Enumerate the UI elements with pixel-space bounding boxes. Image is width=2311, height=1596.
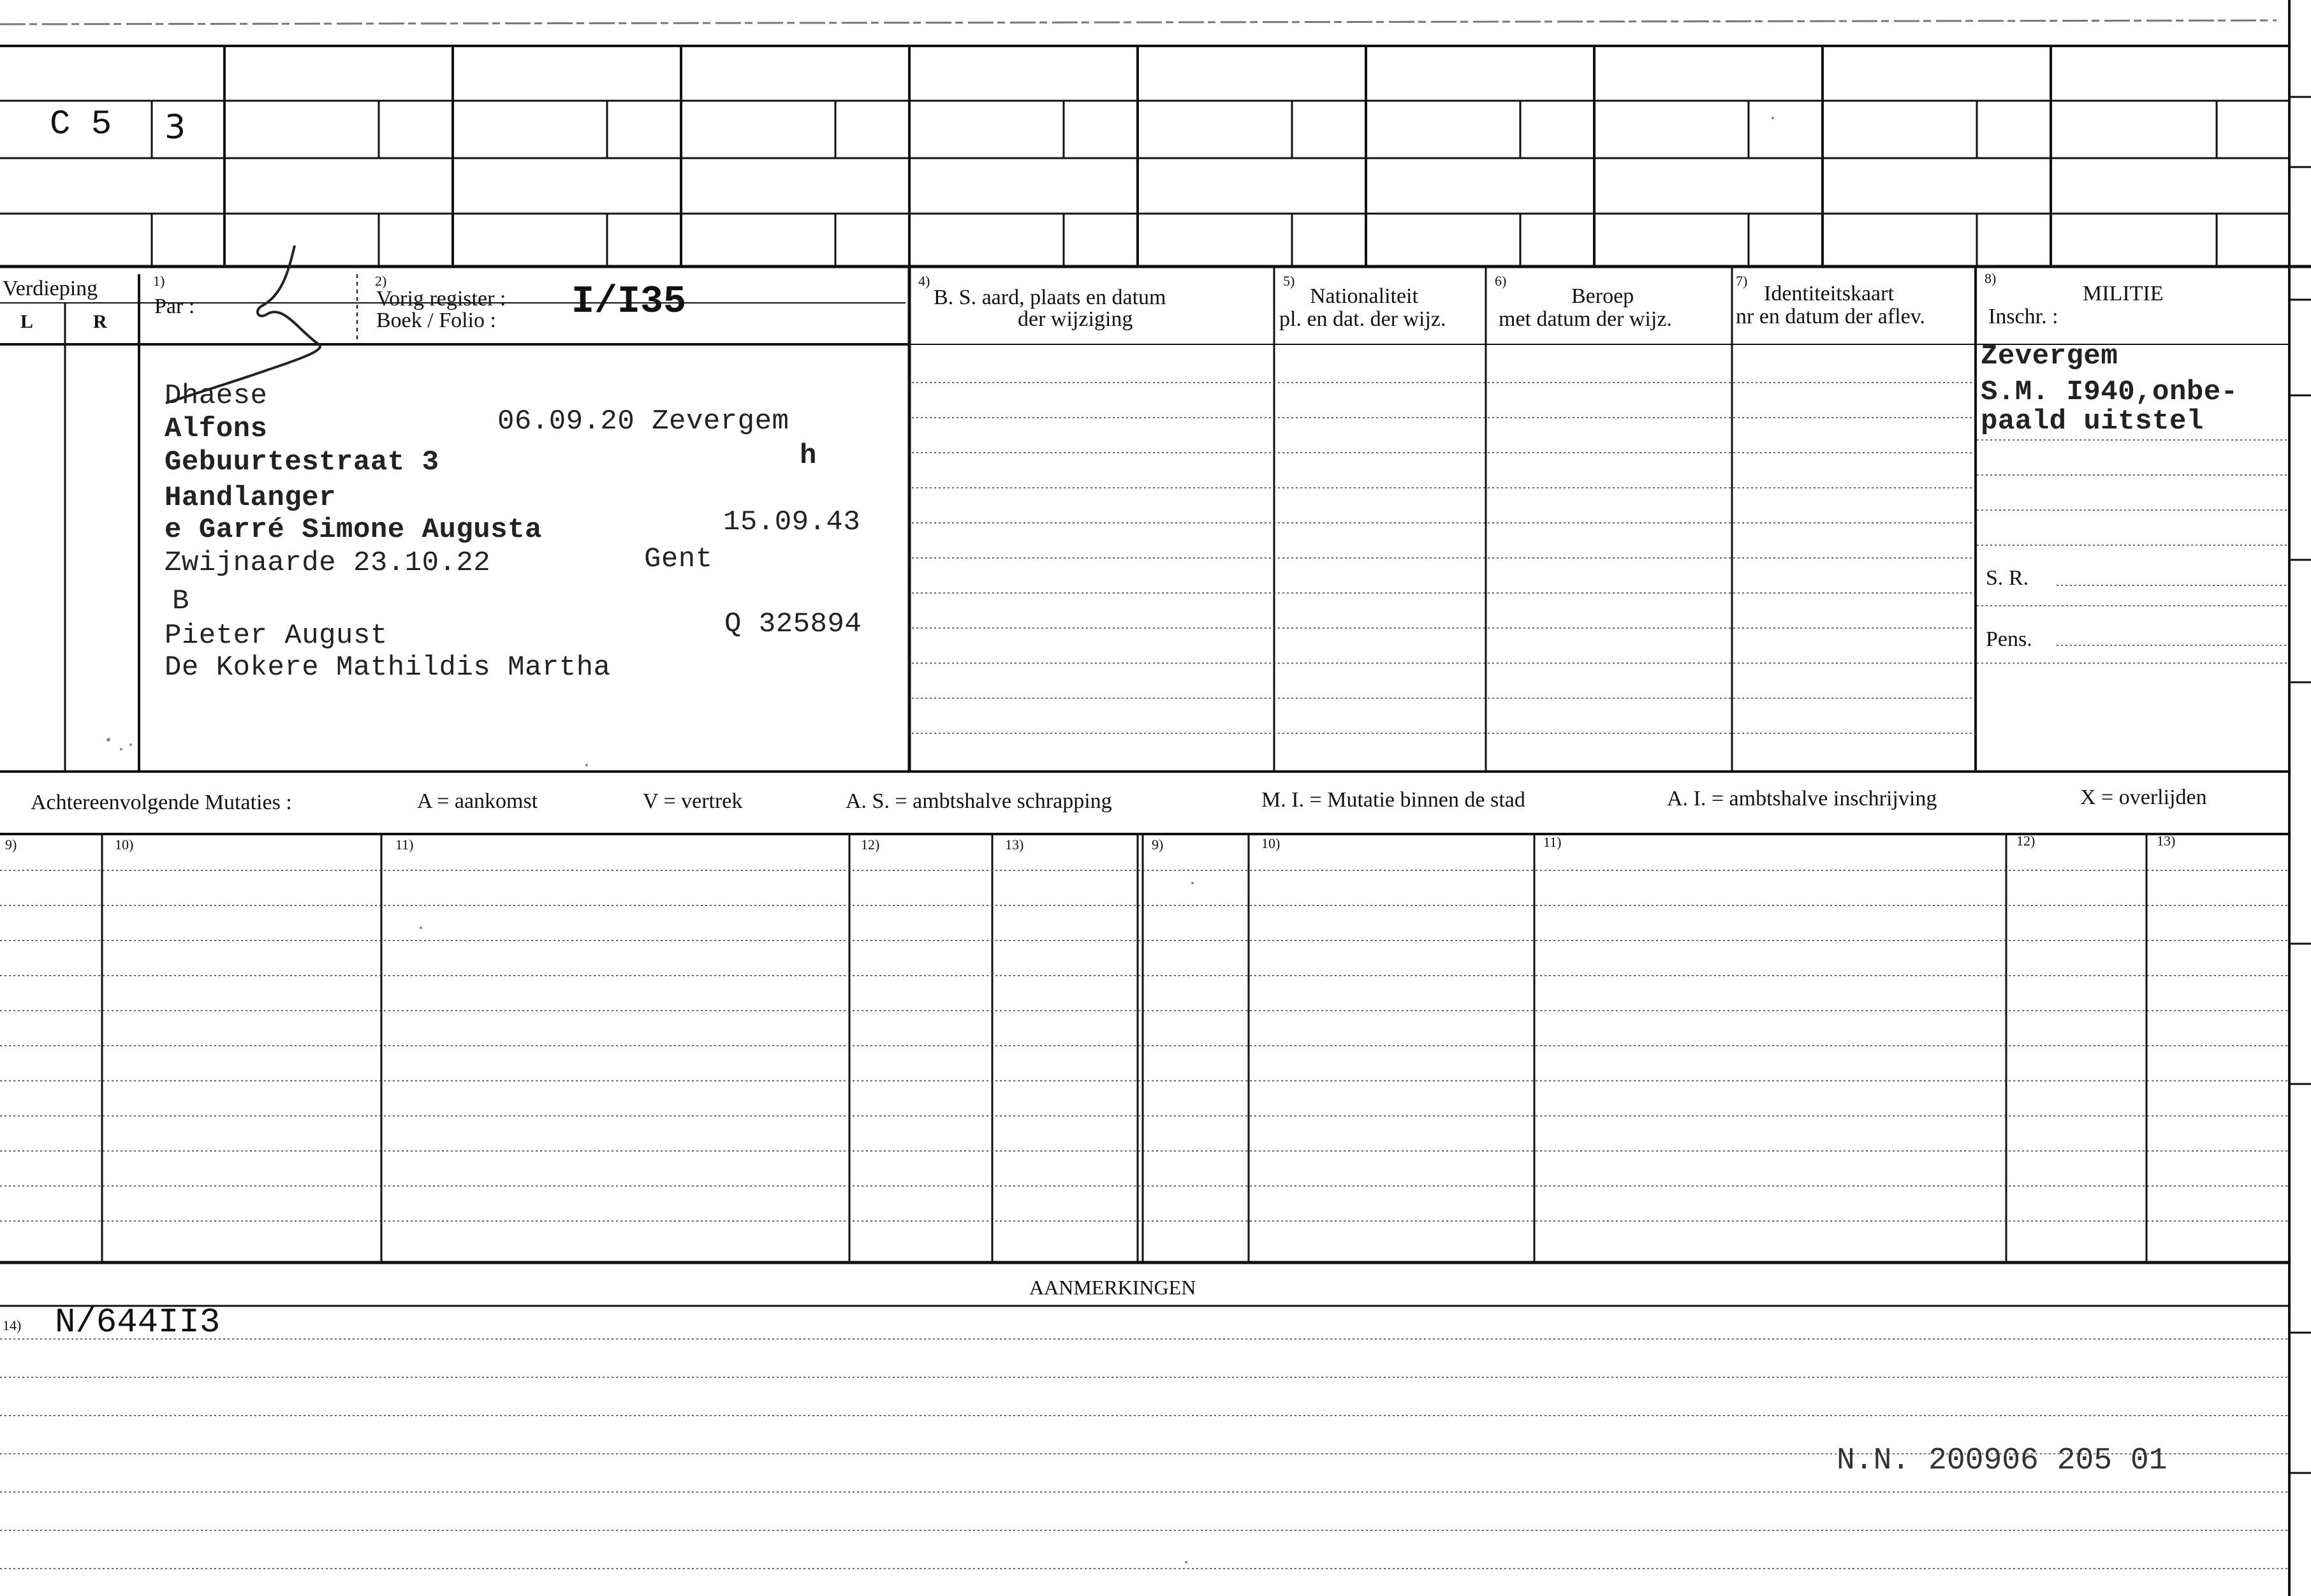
mut-col-12: 12): [861, 837, 880, 853]
col2-number: 2): [375, 273, 387, 289]
col6-header-line1: Beroep: [1571, 284, 1634, 308]
pens-label: Pens.: [1986, 627, 2032, 651]
spouse-birth: Zwijnaarde 23.10.22: [165, 547, 491, 579]
surname: Dhaese: [165, 380, 268, 412]
col6-header-line2: met datum der wijz.: [1499, 307, 1672, 331]
mother-name: De Kokere Mathildis Martha: [165, 652, 611, 684]
marriage-place: Gent: [644, 543, 713, 575]
id-number: Q 325894: [724, 608, 862, 640]
col4-header-line1: B. S. aard, plaats en datum: [934, 286, 1166, 309]
militie-entry-line3: paald uitstel: [1981, 406, 2204, 437]
col5-header-line2: pl. en dat. der wijz.: [1279, 307, 1446, 331]
legend-as: A. S. = ambtshalve schrapping: [846, 789, 1112, 813]
mut-col-9: 9): [5, 837, 17, 853]
col5-number: 5): [1283, 273, 1295, 289]
remarks-note: N/644II3: [55, 1303, 221, 1342]
col7-number: 7): [1736, 273, 1748, 289]
marker-h: h: [800, 440, 817, 472]
sr-label: S. R.: [1986, 566, 2029, 590]
militie-title: MILITIE: [2083, 282, 2164, 305]
par-label: Par :: [154, 295, 195, 318]
father-name: Pieter August: [165, 620, 388, 652]
reference-number: N.N. 200906 205 01: [1837, 1444, 2168, 1478]
remarks-number: 14): [3, 1317, 22, 1333]
legend-arrival: A = aankomst: [417, 789, 538, 813]
militie-entry-line1: Zevergem: [1981, 340, 2118, 372]
remarks-title: AANMERKINGEN: [1029, 1276, 1196, 1299]
mut-col-12b: 12): [2016, 833, 2036, 849]
col7-header-line1: Identiteitskaart: [1764, 282, 1894, 305]
col1-number: 1): [153, 273, 165, 289]
marriage-date: 15.09.43: [723, 506, 861, 538]
floor-left-label: L: [20, 311, 34, 332]
previous-register-label: Vorig register :: [376, 287, 506, 311]
book-folio-label: Boek / Folio :: [376, 309, 496, 332]
legend-mi: M. I. = Mutatie binnen de stad: [1261, 788, 1525, 812]
address: Gebuurtestraat 3: [165, 446, 439, 478]
mut-col-11: 11): [395, 837, 414, 853]
col5-header-line1: Nationaliteit: [1310, 284, 1418, 308]
occupation: Handlanger: [165, 482, 337, 514]
col4-header-line2: der wijziging: [1018, 307, 1133, 331]
col8-number: 8): [1985, 270, 1997, 286]
col6-number: 6): [1495, 273, 1507, 289]
mutations-title: Achtereenvolgende Mutaties :: [31, 791, 292, 814]
mut-col-13: 13): [1005, 837, 1024, 853]
mut-col-10b: 10): [1261, 835, 1280, 851]
floor-header: Verdieping: [3, 277, 98, 300]
code-label: C 5: [50, 105, 112, 144]
militie-entry-line2: S.M. I940,onbe-: [1981, 376, 2238, 408]
scan-specks: [106, 117, 1774, 1563]
legend-departure: V = vertrek: [643, 789, 743, 813]
mut-col-9b: 9): [1152, 837, 1164, 853]
nationality: B: [172, 585, 189, 617]
mut-col-10: 10): [115, 837, 134, 853]
code-number: 3: [165, 108, 186, 147]
col4-number: 4): [918, 273, 930, 289]
mut-col-13b: 13): [2157, 833, 2176, 849]
legend-death: X = overlijden: [2080, 786, 2207, 809]
birth-date-place: 06.09.20 Zevergem: [497, 406, 789, 437]
top-edge: [0, 20, 2277, 24]
militie-inschr-label: Inschr. :: [1988, 305, 2058, 328]
col7-header-line2: nr en datum der aflev.: [1736, 305, 1926, 328]
handwritten-par-mark: [166, 245, 320, 403]
spouse-name: e Garré Simone Augusta: [165, 514, 542, 546]
mut-col-11b: 11): [1543, 834, 1562, 850]
legend-ai: A. I. = ambtshalve inschrijving: [1667, 787, 1937, 810]
previous-register-value: I/I35: [571, 281, 687, 324]
floor-right-label: R: [93, 311, 107, 332]
first-name: Alfons: [165, 413, 268, 445]
